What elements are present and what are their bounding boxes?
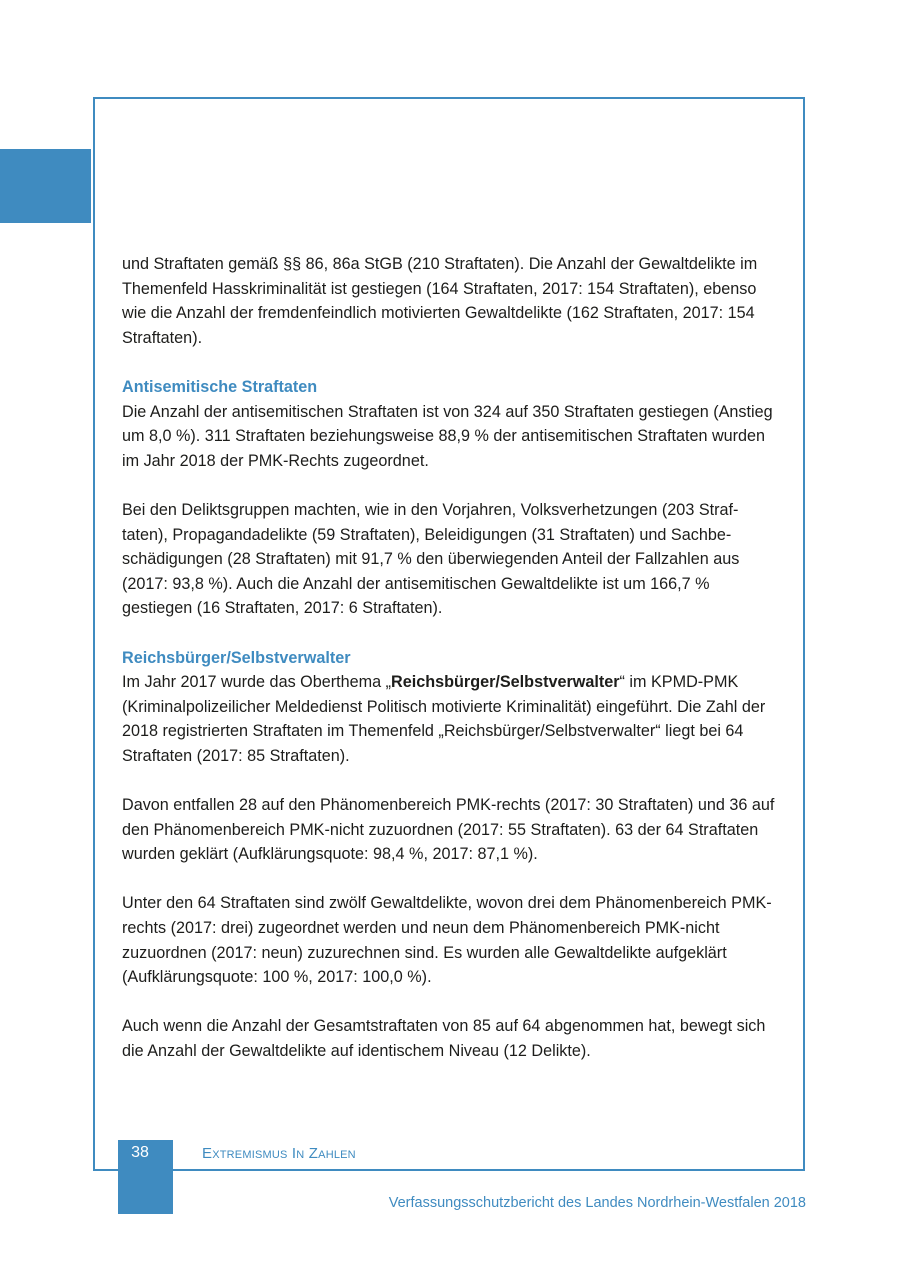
paragraph-oberthema-end: “ im KPMD-PMK (Kriminalpolizeilicher Meldedienst Politisch motivierte Kriminalität) eingeführt. Die Zahl der 2018 registrierten Straftaten im Themenfeld „Reichsbürger/Selbstverwalter“ liegt bei 64 Straftaten (2017: 85 Straftaten). — [122, 673, 766, 765]
paragraph-oberthema — [122, 670, 782, 768]
paragraph-phaenomenbereich: Davon entfallen 28 auf den Phänomenbereich PMK-rechts (2017: 30 Straftaten) und 36 auf den Phänomenbereich PMK-nicht zuzuordnen (2017: 55 Straftaten). 63 der 64 Straftaten wurden geklärt (Aufklärungsquote: 98,4 %, 2017: 87,1 %). — [122, 796, 775, 864]
page-number-box — [118, 1140, 173, 1214]
side-tab-marker — [0, 149, 91, 223]
paragraph-gesamtstraftaten: Auch wenn die Anzahl der Gesamtstraftaten von 85 auf 64 abgenommen hat, bewegt sich die Anzahl der Gewaltdelikte auf identischem Niveau (12 Delikte). — [122, 1017, 766, 1060]
paragraph-gewaltdelikte: Unter den 64 Straftaten sind zwölf Gewaltdelikte, wovon drei dem Phänomenbereich PMK-rechts (2017: drei) zugeordnet werden und neun dem Phänomenbereich PMK-nicht zuzuordnen (2017: neun) zuzurechnen sind. Es wurden alle Gewaltdelikte aufgeklärt (Aufklärungsquote: 100 %, 2017: 100,0 %). — [122, 894, 772, 987]
paragraph-deliktsgruppen: Bei den Deliktsgruppen machten, wie in den Vorjahren, Volksverhetzungen (203 Straf-taten), Propagandadelikte (59 Straftaten), Beleidigungen (31 Straftaten) und Sachbe-schädigungen (28 Straftaten) mit 91,7 % den überwiegenden Anteil der Fallzahlen aus (2017: 93,8 %). Auch die Anzahl der antisemitischen Gewaltdelikte ist um 166,7 % gestiegen (16 Straftaten, 2017: 6 Straftaten). — [122, 500, 740, 618]
report-title: Verfassungsschutzbericht des Landes Nordrhein-Westfalen 2018 — [388, 1195, 806, 1211]
paragraph-antisemitisch-anzahl: Die Anzahl der antisemitischen Straftaten ist von 324 auf 350 Straftaten gestiegen (Anstieg um 8,0 %). 311 Straftaten beziehungsweise 88,9 % der antisemitischen Straftaten wurden im Jahr 2018 der PMK-Rechts zugeordnet. — [122, 402, 773, 470]
paragraph-oberthema-start: Im Jahr 2017 wurde das Oberthema „ — [122, 673, 392, 692]
main-content — [122, 252, 782, 1088]
page-number: 38 — [131, 1144, 149, 1161]
heading-antisemitische-straftaten: Antisemitische Straftaten — [122, 377, 318, 396]
section-title: Extremismus In Zahlen — [202, 1145, 356, 1162]
heading-reichsbuerger: Reichsbürger/Selbstverwalter — [122, 648, 351, 667]
paragraph-hasskriminalitaet: und Straftaten gemäß §§ 86, 86a StGB (210 Straftaten). Die Anzahl der Gewaltdelikte im Themenfeld Hasskriminalität ist gestiegen (164 Straftaten, 2017: 154 Straftaten), ebenso wie die Anzahl der fremdenfeindlich motivierten Gewaltdelikte (162 Straftaten, 2017: 154 Straftaten). — [122, 255, 758, 347]
paragraph-oberthema-bold-term: Reichsbürger/Selbstverwalter — [391, 673, 620, 692]
